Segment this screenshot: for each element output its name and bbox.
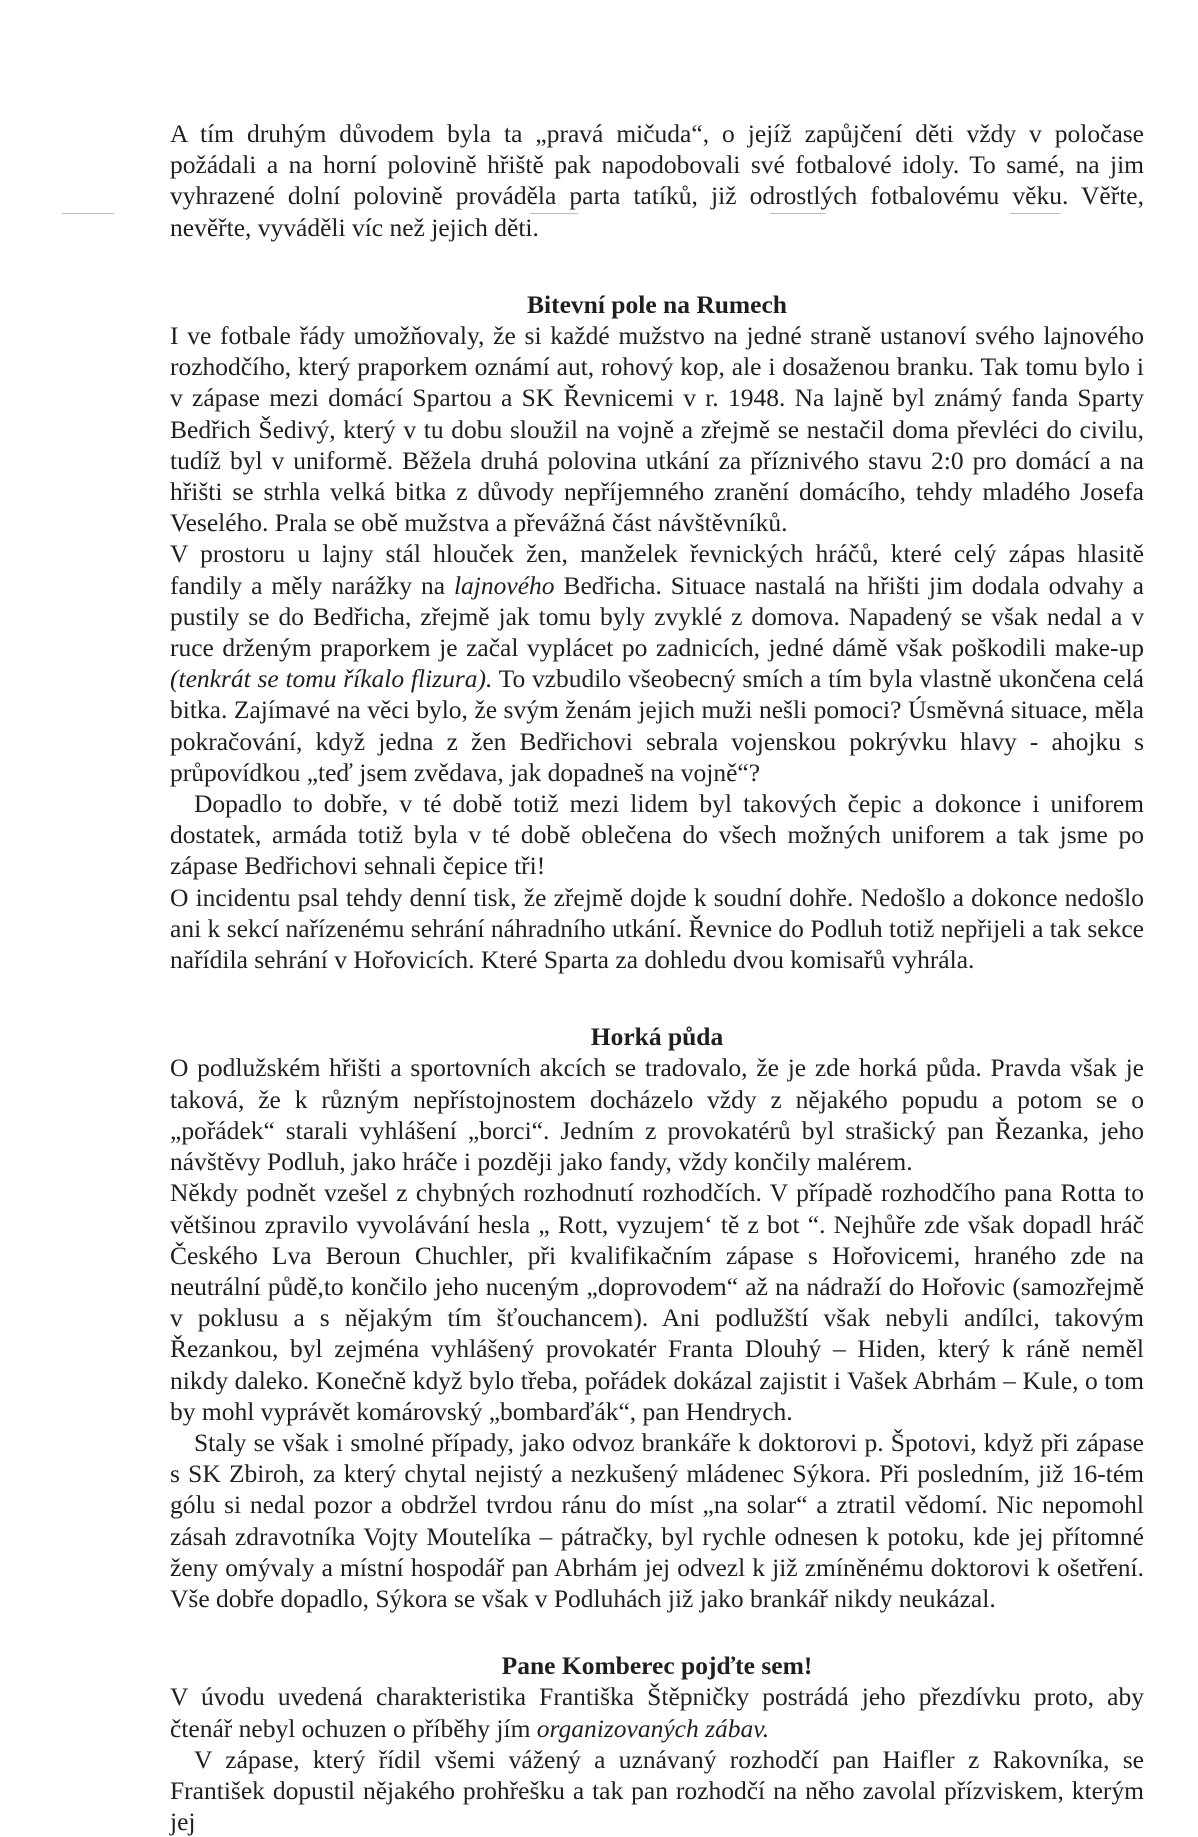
section2-paragraph-3: Staly se však i smolné případy, jako odvoz brankáře k doktorovi p. Špotovi, když při zápase s SK Zbiroh, za který chytal nejistý a nezkušený mládenec Sýkora. Při posledním, již 16-tém gólu si nedal pozor a obdržel tvrdou ránu do míst „na solar“ a ztratil vědomí. Nic nepomohl zásah zdravotníka Vojty Moutelíka – pátračky, byl rychle odnesen k potoku, kde jej přítomné ženy omývaly a místní hospodář pan Abrhám jej odvezl k již zmíněnému doktorovi k ošetření. Vše dobře dopadlo, Sýkora se však v Podluhách již jako brankář nikdy neukázal.: [170, 1427, 1144, 1613]
section1-paragraph-3: Dopadlo to dobře, v té době totiž mezi lidem byl takových čepic a dokonce i uniforem dostatek, armáda totiž byla v té době oblečena do všech možných uniforem a tak jsme po zápase Bedřichovi sehnali čepice tři!: [170, 789, 1144, 881]
section-heading-horka-puda: Horká půda: [590, 1022, 724, 1052]
italic-text-run: organizovaných zábav.: [536, 1713, 770, 1743]
text-run: V prostoru u lajny stál hlouček žen, manželek řevnických hráčů, které celý zápas hlasitě fandily a měly narážky na: [170, 539, 1144, 600]
section2-paragraph-2: Někdy podnět vzešel z chybných rozhodnutí rozhodčích. V případě rozhodčího pana Rotta to většinou zpravilo vyvolávání hesla „ Rott, vyzujem‘ tě z bot “. Nejhůře zde však dopadl hráč Českého Lva Beroun Chuchler, při kvalifikačním zápase s Hořovicemi, hraného zde na neutrální půdě,to končilo jeho nuceným „doprovodem“ až na nádraží do Hořovic (samozřejmě v poklusu a s nějakým tím šťouchancem). Ani podlužští však nebyli andílci, takovým Řezankou, byl zejména vyhlášený provokatér Franta Dlouhý – Hiden, který k ráně neměl nikdy daleko. Konečně když bylo třeba, pořádek dokázal zajistit i Vašek Abrhám – Kule, o tom by mohl vyprávět komárovský „bombarďák“, pan Hendrych.: [170, 1178, 1144, 1426]
section1-paragraph-2: [170, 538, 1144, 788]
intro-paragraph: A tím druhým důvodem byla ta „pravá mičuda“, o jejíž zapůjčení děti vždy v poločase požádali a na horní polovině hřiště pak napodobovali své fotbalové idoly. To samé, na jim vyhrazené dolní polovině prováděla parta tatíků, již odrostlých fotbalovému věku. Věřte, nevěřte, vyváděli víc než jejich děti.: [170, 119, 1144, 242]
section-heading-pane-komberec: Pane Komberec pojďte sem!: [501, 1651, 813, 1681]
scan-artifact-line: [62, 213, 114, 214]
section-heading-bitevni-pole: Bitevní pole na Rumech: [527, 289, 787, 319]
text-run: Bedřicha. Situace nastalá na hřišti jim dodala odvahy a pustily se do Bedřicha, zřejmě jak tomu byly zvyklé z domova. Napadený se však nedal a v ruce drženým praporkem je začal vyplácet po zadnicích, jedné dámě však poškodili make-up: [170, 570, 1144, 663]
italic-text-run: lajnového: [453, 570, 555, 600]
document-page: [170, 118, 1144, 1837]
section1-paragraph-4: O incidentu psal tehdy denní tisk, že zřejmě dojde k soudní dohře. Nedošlo a dokonce nedošlo ani k sekcí nařízenému sehrání náhradního utkání. Řevnice do Podluh totiž nepřijeli a tak sekce nařídila sehrání v Hořovicích. Které Sparta za dohledu dvou komisařů vyhrála.: [170, 882, 1144, 975]
text-run: To vzbudilo všeobecný smích a tím byla vlastně ukončena celá bitka. Zajímavé na věci bylo, že svým ženám jejich muži nešli pomoci? Úsměvná situace, měla pokračování, když jedna z žen Bedřichovi sebrala vojenskou pokrývku hlavy - ahojku s průpovídkou „teď jsem zvědava, jak dopadneš na vojně“?: [170, 664, 1145, 787]
text-run: V úvodu uvedená charakteristika Františka Štěpničky postrádá jeho přezdívku proto, aby čtenář nebyl ochuzen o příběhy jím: [170, 1682, 1144, 1743]
section2-paragraph-1: O podlužském hřišti a sportovních akcích se tradovalo, že je zde horká půda. Pravda však je taková, že k různým nepřístojnostem docházelo vždy z nějakého popudu a potom se o „pořádek“ starali vyhlášení „borci“. Jedním z provokatérů byl strašický pan Řezanka, jeho návštěvy Podluh, jako hráče i později jako fandy, vždy končily malérem.: [170, 1053, 1144, 1177]
section1-paragraph-1: I ve fotbale řády umožňovaly, že si každé mužstvo na jedné straně ustanoví svého lajnového rozhodčího, který praporkem oznámí aut, rohový kop, ale i dosaženou branku. Tak tomu bylo i v zápase mezi domácí Spartou a SK Řevnicemi v r. 1948. Na lajně byl známý fanda Sparty Bedřich Šedivý, který v tu dobu sloužil na vojně a zřejmě se nestačil doma převléci do civilu, tudíž byl v uniformě. Běžela druhá polovina utkání za příznivého stavu 2:0 pro domácí a na hřišti se strhla velká bitka z důvody nepříjemného zranění domácího, tehdy mladého Josefa Veselého. Prala se obě mužstva a převážná část návštěvníků.: [170, 321, 1144, 538]
italic-text-run: (tenkrát se tomu říkalo flizura).: [170, 664, 493, 694]
section3-paragraph-2: V zápase, který řídil všemi vážený a uznávaný rozhodčí pan Haifler z Rakovníka, se František dopustil nějakého prohřešku a tak pan rozhodčí na něho zavolal přízviskem, kterým jej: [170, 1744, 1144, 1837]
section3-paragraph-1: [170, 1681, 1144, 1743]
